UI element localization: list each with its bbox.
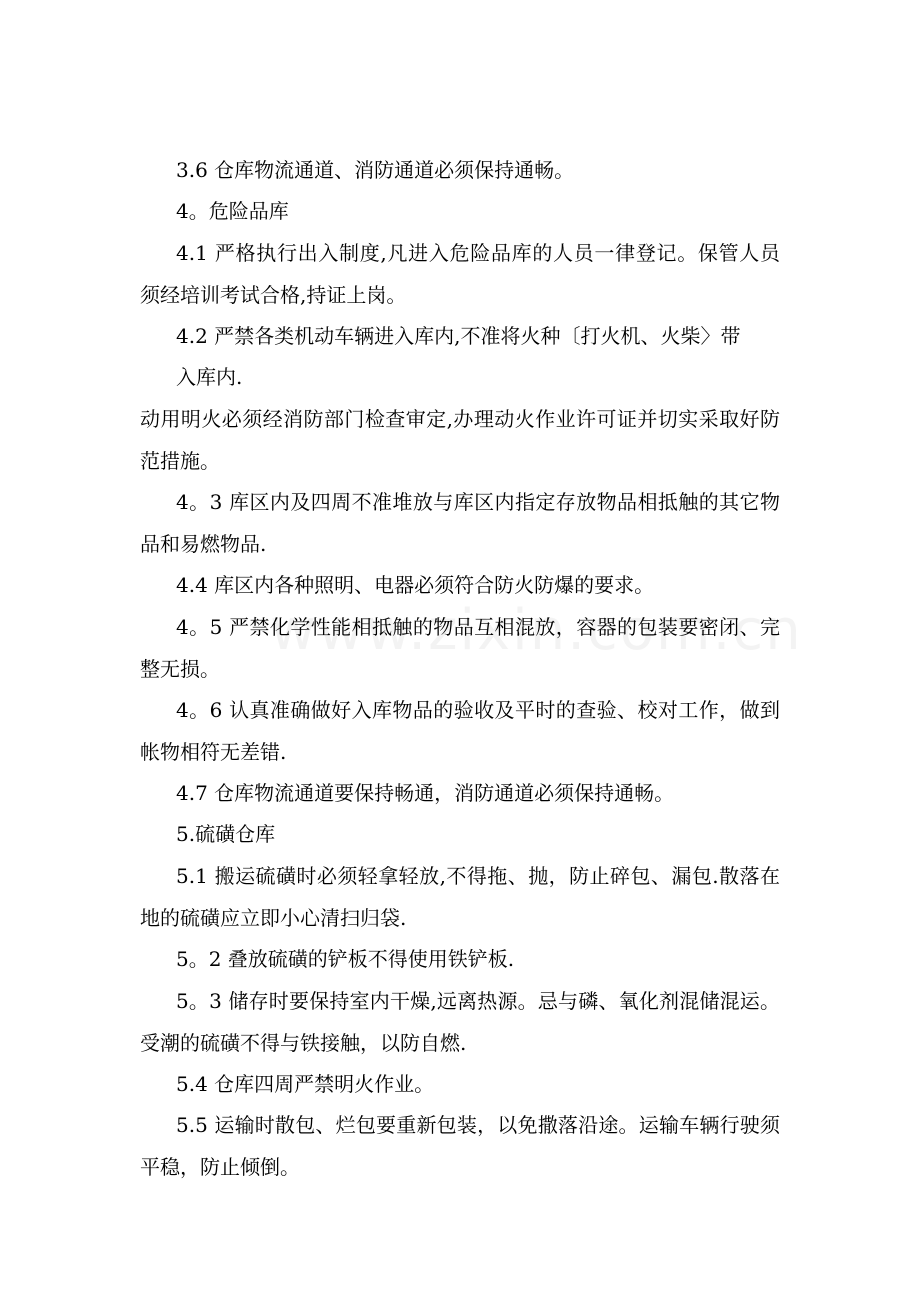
paragraph-4-5: 4。5 严禁化学性能相抵触的物品互相混放，容器的包装要密闭、完整无损。 — [140, 615, 780, 681]
paragraph-5-2: 5。2 叠放硫磺的铲板不得使用铁铲板. — [176, 947, 515, 971]
paragraph-4-3: 4。3 库区内及四周不准堆放与库区内指定存放物品相抵触的其它物品和易燃物品. — [140, 490, 780, 556]
paragraph-5-5: 5.5 运输时散包、烂包要重新包装，以免撒落沿途。运输车辆行驶须平稳，防止倾倒。 — [140, 1113, 780, 1179]
paragraph-4-7: 4.7 仓库物流通道要保持畅通，消防通道必须保持通畅。 — [176, 781, 675, 805]
paragraph-4-6: 4。6 认真准确做好入库物品的验收及平时的查验、校对工作，做到帐物相符无差错. — [140, 698, 780, 764]
paragraph-4-2: 4.2 严禁各类机动车辆进入库内,不准将火种〔打火机、火柴〉带 — [176, 324, 741, 348]
heading-4-hazardous-store: 4。危险品库 — [176, 199, 289, 223]
paragraph-5-1: 5.1 搬运硫磺时必须轻拿轻放,不得拖、抛，防止碎包、漏包.散落在地的硫磺应立即小心清扫归袋. — [140, 864, 780, 930]
paragraph-4-4: 4.4 库区内各种照明、电器必须符合防火防爆的要求。 — [176, 573, 655, 597]
heading-5-sulfur-store: 5.硫磺仓库 — [176, 822, 276, 846]
paragraph-4-1: 4.1 严格执行出入制度,凡进入危险品库的人员一律登记。保管人员须经培训考试合格,持证上岗。 — [140, 241, 780, 307]
paragraph-open-flame: 动用明火必须经消防部门检查审定,办理动火作业许可证并切实采取好防范措施。 — [140, 407, 780, 473]
paragraph-4-2-continued: 入库内. — [176, 365, 243, 389]
paragraph-5-3: 5。3 储存时要保持室内干燥,远离热源。忌与磷、氧化剂混储混运。受潮的硫磺不得与铁接触，以防自燃. — [140, 989, 780, 1055]
paragraph-3-6: 3.6 仓库物流通道、消防通道必须保持通畅。 — [176, 158, 575, 182]
paragraph-5-4: 5.4 仓库四周严禁明火作业。 — [176, 1072, 435, 1096]
